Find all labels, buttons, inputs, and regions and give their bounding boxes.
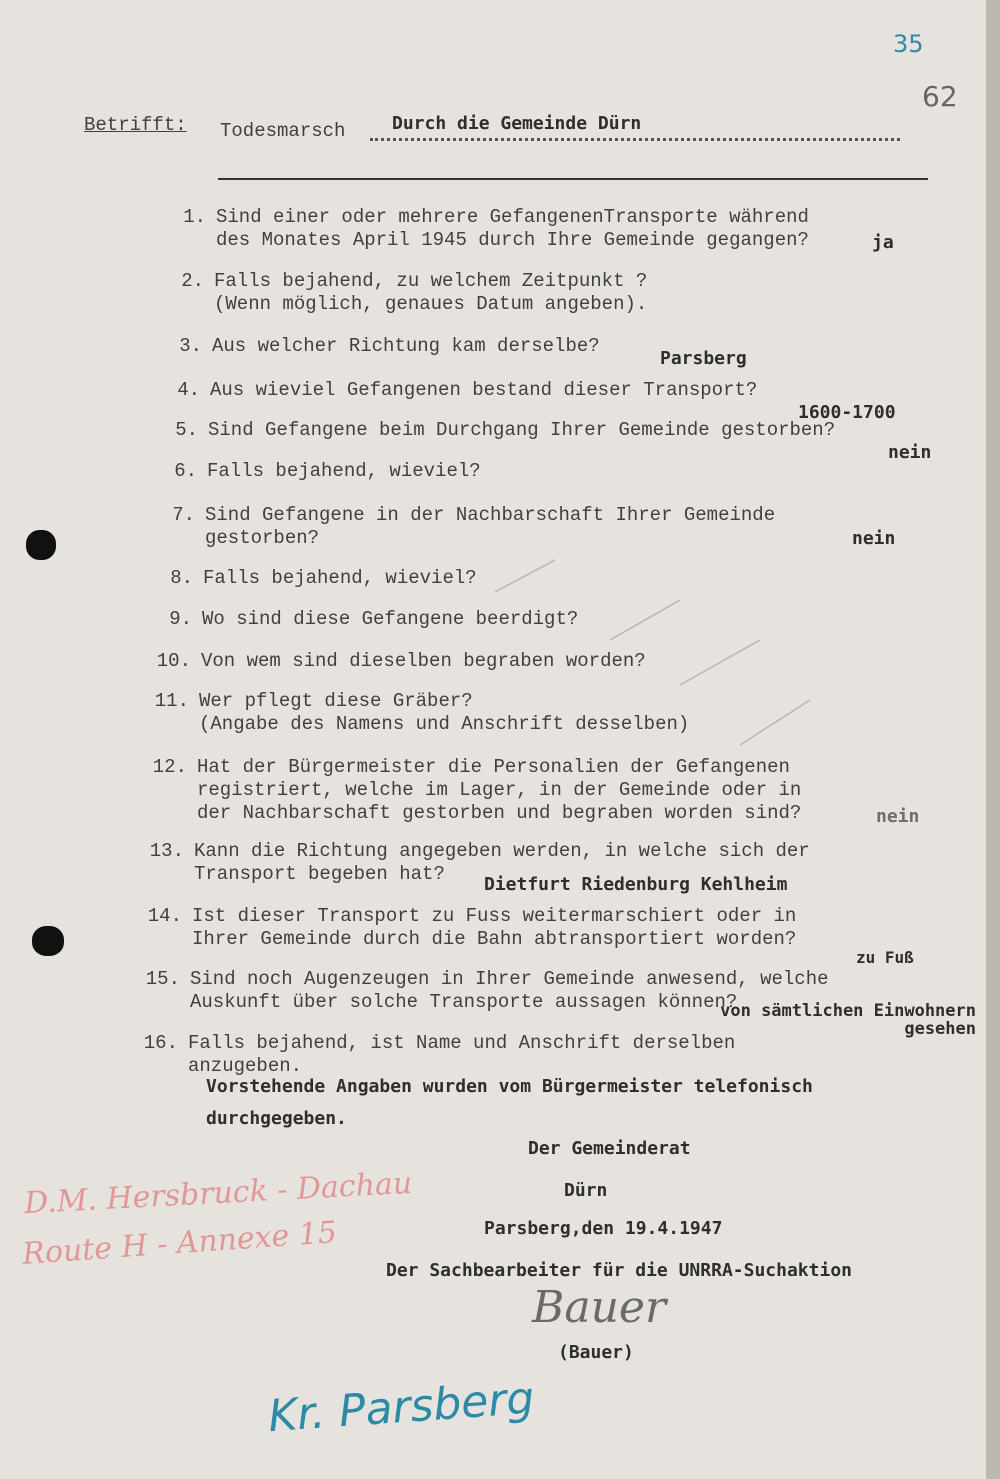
subject-label: Betrifft: xyxy=(84,114,187,136)
question-number: 7. xyxy=(172,504,195,526)
question-text: Falls bejahend, zu welchem Zeitpunkt ? xyxy=(214,270,648,292)
question-text: anzugeben. xyxy=(188,1055,303,1077)
question-4 xyxy=(152,379,757,402)
question-text: Sind einer oder mehrere GefangenenTransporte während xyxy=(216,206,809,228)
council-label: Der Gemeinderat xyxy=(528,1138,691,1159)
strike-mark xyxy=(740,700,810,745)
page-number-gray: 62 xyxy=(922,80,958,113)
question-text: (Wenn möglich, genaues Datum angeben). xyxy=(214,293,648,315)
question-number: 14. xyxy=(147,905,182,927)
answer-14: zu Fuß xyxy=(856,948,914,967)
question-8 xyxy=(145,567,477,590)
question-text: Sind noch Augenzeugen in Ihrer Gemeinde anwesend, welche xyxy=(190,968,829,990)
question-text: Kann die Richtung angegeben werden, in welche sich der xyxy=(194,840,810,862)
statement-line-1: Vorstehende Angaben wurden vom Bürgermeister telefonisch xyxy=(206,1076,813,1097)
question-number: 8. xyxy=(170,567,193,589)
answer-15: von sämtlichen Einwohnern gesehen xyxy=(720,1001,976,1039)
question-number: 5. xyxy=(175,419,198,441)
question-text: Wo sind diese Gefangene beerdigt? xyxy=(202,608,579,630)
question-2 xyxy=(156,270,647,316)
question-number: 12. xyxy=(152,756,187,778)
question-text: (Angabe des Namens und Anschrift desselben) xyxy=(199,713,690,735)
question-3 xyxy=(154,335,600,358)
question-11 xyxy=(141,690,689,736)
official-title: Der Sachbearbeiter für die UNRRA-Suchaktion xyxy=(386,1260,852,1281)
question-text: Aus welcher Richtung kam derselbe? xyxy=(212,335,600,357)
question-text: Ihrer Gemeinde durch die Bahn abtransportiert worden? xyxy=(192,928,797,950)
answer-4: 1600-1700 xyxy=(798,402,896,423)
answer-5: nein xyxy=(888,442,932,463)
punch-hole-top xyxy=(26,530,56,560)
strike-mark xyxy=(680,640,760,685)
question-7 xyxy=(147,504,775,550)
page-number-blue: 35 xyxy=(893,30,924,58)
answer-1: ja xyxy=(872,232,894,253)
question-text: Auskunft über solche Transporte aussagen können? xyxy=(190,991,738,1013)
question-number: 6. xyxy=(174,460,197,482)
question-text: Falls bejahend, wieviel? xyxy=(203,567,477,589)
question-10 xyxy=(143,650,646,673)
question-6 xyxy=(149,460,481,483)
question-number: 16. xyxy=(143,1032,178,1054)
question-16 xyxy=(130,1032,735,1078)
blue-annotation-bottom: Kr. Parsberg xyxy=(266,1372,536,1443)
answer-12: nein xyxy=(876,806,920,827)
question-number: 2. xyxy=(181,270,204,292)
page-edge xyxy=(986,0,1000,1479)
red-annotation-line-1: D.M. Hersbruck - Dachau xyxy=(23,1165,413,1222)
subject-dotted-line xyxy=(370,138,900,141)
answer-7: nein xyxy=(852,528,896,549)
question-text: Wer pflegt diese Gräber? xyxy=(199,690,473,712)
question-1 xyxy=(158,206,809,252)
question-text: der Nachbarschaft gestorben und begraben worden sind? xyxy=(197,802,802,824)
answer-13: Dietfurt Riedenburg Kehlheim xyxy=(484,874,788,895)
signature: Bauer xyxy=(532,1282,666,1333)
municipality-label: Dürn xyxy=(564,1180,608,1201)
question-12 xyxy=(139,756,801,825)
question-text: des Monates April 1945 durch Ihre Gemeinde gegangen? xyxy=(216,229,809,251)
question-number: 3. xyxy=(179,335,202,357)
place-date: Parsberg,den 19.4.1947 xyxy=(484,1218,723,1239)
answer-3: Parsberg xyxy=(660,348,747,369)
subject-text: Todesmarsch xyxy=(220,120,346,142)
question-text: registriert, welche im Lager, in der Gemeinde oder in xyxy=(197,779,802,801)
question-9 xyxy=(144,608,578,631)
statement-line-2: durchgegeben. xyxy=(206,1108,347,1129)
question-text: Hat der Bürgermeister die Personalien der Gefangenen xyxy=(197,756,790,778)
strike-mark xyxy=(495,560,555,592)
question-text: Transport begeben hat? xyxy=(194,863,445,885)
question-number: 15. xyxy=(145,968,180,990)
question-text: Falls bejahend, wieviel? xyxy=(207,460,481,482)
name-typed: (Bauer) xyxy=(558,1342,634,1363)
question-text: Sind Gefangene in der Nachbarschaft Ihrer Gemeinde xyxy=(205,504,776,526)
header-rule xyxy=(218,178,928,180)
punch-hole-bottom xyxy=(32,926,64,956)
question-number: 1. xyxy=(183,206,206,228)
question-text: Sind Gefangene beim Durchgang Ihrer Gemeinde gestorben? xyxy=(208,419,836,441)
question-14 xyxy=(134,905,796,951)
question-text: Ist dieser Transport zu Fuss weitermarschiert oder in xyxy=(192,905,797,927)
question-number: 11. xyxy=(154,690,189,712)
question-text: gestorben? xyxy=(205,527,320,549)
question-number: 10. xyxy=(156,650,191,672)
question-text: Aus wieviel Gefangenen bestand dieser Transport? xyxy=(210,379,758,401)
question-text: Falls bejahend, ist Name und Anschrift derselben xyxy=(188,1032,736,1054)
question-number: 9. xyxy=(169,608,192,630)
strike-mark xyxy=(610,600,680,640)
red-annotation-line-2: Route H - Annexe 15 xyxy=(21,1215,338,1272)
subject-value: Durch die Gemeinde Dürn xyxy=(392,113,642,134)
question-number: 4. xyxy=(177,379,200,401)
question-5 xyxy=(150,419,835,442)
question-number: 13. xyxy=(149,840,184,862)
question-text: Von wem sind dieselben begraben worden? xyxy=(201,650,646,672)
